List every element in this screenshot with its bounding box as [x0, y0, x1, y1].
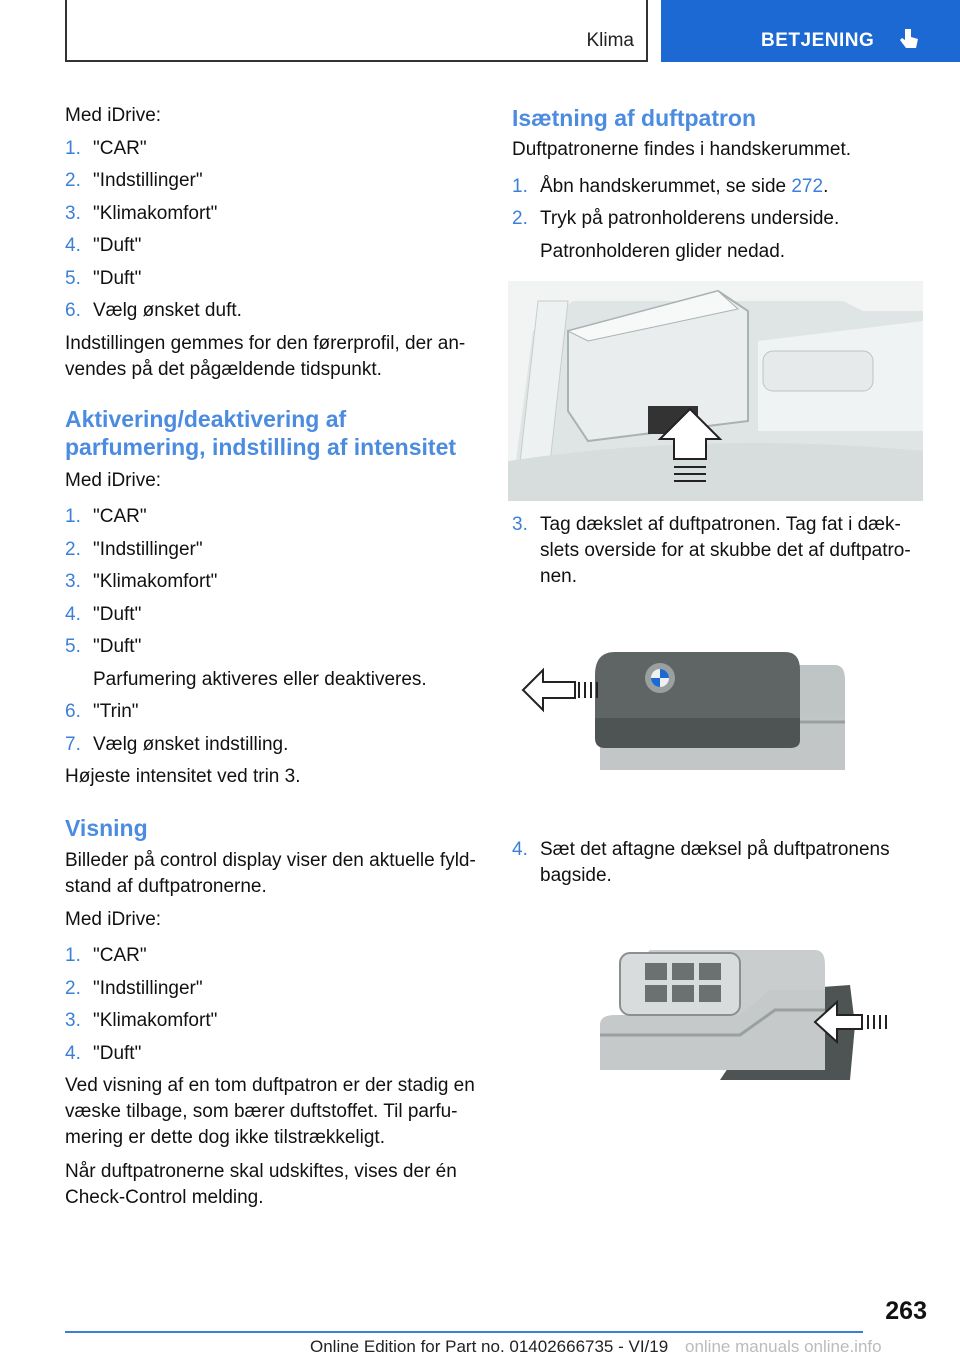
list-text: Tryk på patronholderens underside.: [540, 208, 840, 229]
left-column: [65, 100, 485, 1211]
list-item: [512, 171, 932, 204]
text-line: Aktivering/deaktivering af: [65, 405, 347, 432]
header-chapter: BETJENING: [761, 30, 875, 51]
list-number: 4.: [65, 235, 81, 256]
list-number: 1.: [512, 175, 528, 197]
note-text: [65, 331, 485, 383]
list-number: 6.: [65, 701, 81, 722]
list-item: [65, 631, 485, 664]
header-chapter-tab: [661, 0, 960, 62]
list-text: "Klimakomfort": [93, 571, 218, 592]
list-text: slets overside for at skubbe det af duftpatro‐: [540, 540, 911, 561]
menu-list-2: [65, 501, 485, 664]
intro-text: Med iDrive:: [65, 908, 162, 930]
step-list: [512, 171, 932, 236]
list-text: "Duft": [93, 235, 142, 256]
list-number: 2.: [65, 170, 81, 191]
attach-cover-illustration: [600, 945, 905, 1085]
list-subtext: Patronholderen glider nedad.: [540, 240, 786, 262]
intro-text: Med iDrive:: [65, 105, 162, 126]
list-number: 3.: [65, 1010, 81, 1031]
text-line: Når duftpatronerne skal udskiftes, vises der én: [65, 1161, 457, 1182]
list-number: 4.: [65, 603, 81, 625]
list-number: 5.: [65, 267, 81, 289]
list-number: 1.: [65, 137, 81, 159]
footer-divider: [65, 1331, 863, 1333]
list-text: "Duft": [93, 1042, 142, 1064]
intro-text: Duftpatronerne findes i handskerummet.: [512, 139, 852, 160]
text-line: vendes på det pågældende tidspunkt.: [65, 358, 382, 380]
footer-edition: Online Edition for Part no. 01402666735 - VI/19: [310, 1337, 669, 1356]
text-line: Ved visning af en tom duftpatron er der stadig en: [65, 1075, 475, 1096]
list-item: [512, 512, 932, 590]
text-line: mering er dette dog ikke tilstrækkeligt.: [65, 1127, 385, 1148]
list-item: [65, 566, 485, 599]
list-text: .: [823, 175, 829, 197]
body-text: [65, 1159, 485, 1211]
list-text: "Indstillinger": [93, 977, 203, 999]
list-item: [65, 729, 485, 762]
list-number: 5.: [65, 636, 81, 657]
list-number: 4.: [512, 839, 528, 860]
watermark: online manuals online.info: [685, 1337, 882, 1356]
right-column: [512, 100, 932, 268]
list-item: [65, 973, 485, 1006]
text-line: væske tilbage, som bærer duftstoffet. Til parfu‐: [65, 1101, 458, 1122]
list-text: "Klimakomfort": [93, 1010, 218, 1031]
list-text: "Duft": [93, 636, 142, 657]
list-text: Tag dækslet af duftpatronen. Tag fat i dæk‐: [540, 514, 901, 535]
menu-list-2b: [65, 696, 485, 761]
list-number: 7.: [65, 733, 81, 755]
page-number: 263: [885, 1297, 927, 1325]
list-number: 3.: [65, 202, 81, 224]
list-number: 2.: [512, 208, 528, 229]
list-item: [65, 501, 485, 534]
list-text: bagside.: [540, 865, 612, 886]
list-item: [65, 534, 485, 567]
remove-cover-illustration: [515, 640, 855, 790]
list-item: [65, 165, 485, 198]
list-number: 6.: [65, 300, 81, 321]
text-line: Check-Control melding.: [65, 1187, 264, 1208]
list-text: Sæt det aftagne dæksel på duftpatronens: [540, 839, 890, 860]
list-item: [65, 1038, 485, 1071]
list-text: Vælg ønsket duft.: [93, 300, 242, 321]
list-text: "Indstillinger": [93, 170, 203, 191]
list-text: "CAR": [93, 137, 147, 159]
list-text: Vælg ønsket indstilling.: [93, 733, 289, 755]
section-heading: [65, 405, 485, 461]
list-item: [512, 203, 932, 236]
menu-list-3: [65, 940, 485, 1070]
list-item: [65, 198, 485, 231]
list-number: 1.: [65, 945, 81, 966]
list-item: [65, 133, 485, 166]
list-text: "Duft": [93, 267, 142, 289]
list-text: "Indstillinger": [93, 538, 203, 560]
pointing-hand-icon: [898, 27, 920, 53]
list-number: 2.: [65, 977, 81, 999]
header-section: Klima: [586, 30, 634, 51]
list-item: [65, 940, 485, 973]
note-text: Højeste intensitet ved trin 3.: [65, 766, 301, 787]
list-item: [65, 295, 485, 328]
intro-text: Med iDrive:: [65, 469, 162, 491]
step-list: [512, 837, 932, 889]
list-item: [65, 230, 485, 263]
list-number: 1.: [65, 506, 81, 527]
list-text: "CAR": [93, 506, 147, 527]
glovebox-holder-illustration: [508, 281, 923, 501]
text-line: Indstillingen gemmes for den førerprofil, der an‐: [65, 332, 466, 354]
list-item: [65, 696, 485, 729]
list-text: "Klimakomfort": [93, 202, 218, 224]
list-text: nen.: [540, 566, 577, 587]
list-number: 2.: [65, 538, 81, 560]
menu-list-1: [65, 133, 485, 328]
right-step-4: [512, 837, 932, 889]
text-line: parfumering, indstilling af intensitet: [65, 433, 457, 460]
list-number: 4.: [65, 1042, 81, 1064]
list-number: 3.: [65, 571, 81, 592]
list-text: "Trin": [93, 701, 139, 722]
list-item: [512, 837, 932, 889]
list-text: Åbn handskerummet, se side: [540, 175, 792, 197]
step-list: [512, 512, 932, 590]
list-item: [65, 599, 485, 632]
list-text: "CAR": [93, 945, 147, 966]
header-box: [65, 0, 648, 62]
section-heading: Isætning af duftpatron: [512, 105, 757, 131]
list-text: "Duft": [93, 603, 142, 625]
text-line: Billeder på control display viser den aktuelle fyld‐: [65, 849, 476, 871]
body-text: [65, 848, 485, 900]
right-step-3: [512, 512, 932, 590]
list-item: [65, 1005, 485, 1038]
list-subtext: Parfumering aktiveres eller deaktiveres.: [93, 668, 427, 690]
list-item: [65, 263, 485, 296]
text-line: stand af duftpatronerne.: [65, 875, 267, 897]
list-number: 3.: [512, 514, 528, 535]
section-heading: Visning: [65, 814, 148, 841]
page-link[interactable]: 272: [791, 175, 824, 197]
body-text: [65, 1073, 485, 1151]
